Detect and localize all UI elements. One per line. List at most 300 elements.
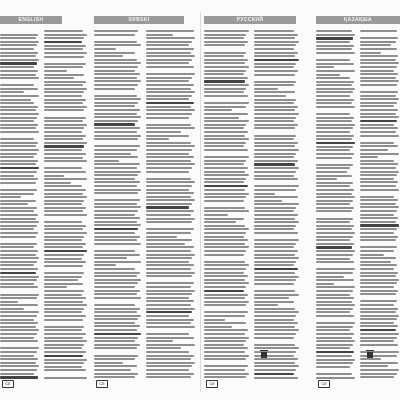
text-line xyxy=(94,376,135,378)
text-line xyxy=(204,308,244,310)
text-line xyxy=(204,272,244,274)
text-line xyxy=(146,257,192,259)
text-line xyxy=(204,102,249,104)
text-line xyxy=(316,326,353,328)
text-line xyxy=(204,30,249,32)
text-line xyxy=(316,127,353,129)
text-line xyxy=(204,218,244,220)
text-line xyxy=(146,275,192,277)
text-line xyxy=(146,34,173,36)
text-line xyxy=(146,250,191,252)
text-line xyxy=(94,30,138,32)
text-line xyxy=(316,91,353,93)
text-line xyxy=(254,74,295,76)
text-line xyxy=(0,344,36,346)
text-line xyxy=(360,77,396,79)
text-line xyxy=(146,88,191,90)
text-line xyxy=(316,52,355,54)
text-line xyxy=(0,120,34,122)
text-line xyxy=(254,297,289,299)
text-line xyxy=(360,124,394,126)
text-line xyxy=(254,88,278,90)
text-line xyxy=(0,221,39,223)
text-line xyxy=(204,225,245,227)
text-line xyxy=(44,56,84,58)
text-line xyxy=(0,95,39,97)
text-line xyxy=(94,48,116,50)
text-line xyxy=(146,239,192,241)
text-line xyxy=(316,153,354,155)
text-line xyxy=(0,214,38,216)
text-line xyxy=(254,283,294,285)
text-line xyxy=(316,311,350,313)
text-line xyxy=(360,322,394,324)
text-column xyxy=(44,30,88,382)
text-line xyxy=(254,120,294,122)
text-line xyxy=(204,239,248,241)
text-line xyxy=(94,34,135,36)
text-line xyxy=(44,160,87,162)
text-line xyxy=(204,153,245,155)
text-line xyxy=(0,246,34,248)
text-line xyxy=(204,228,249,230)
text-line xyxy=(254,319,294,321)
text-line xyxy=(94,333,141,335)
text-line xyxy=(44,283,83,285)
text-line xyxy=(316,355,352,357)
text-line xyxy=(204,333,245,335)
text-line xyxy=(254,311,299,313)
text-line xyxy=(254,34,298,36)
text-line xyxy=(44,340,87,342)
text-column xyxy=(316,30,356,382)
text-line xyxy=(316,239,350,241)
text-line xyxy=(146,315,189,317)
text-line xyxy=(254,268,298,270)
text-line xyxy=(94,254,140,256)
text-line xyxy=(254,99,296,101)
text-line xyxy=(146,282,194,284)
text-line xyxy=(316,117,354,119)
text-line xyxy=(316,283,334,285)
text-line xyxy=(44,377,87,379)
text-line xyxy=(94,66,138,68)
text-line xyxy=(360,254,384,256)
text-line xyxy=(316,203,350,205)
text-line xyxy=(0,145,36,147)
text-line xyxy=(360,120,397,122)
text-line xyxy=(204,268,246,270)
text-line xyxy=(44,167,82,169)
text-line xyxy=(0,171,37,173)
text-line xyxy=(44,63,86,65)
text-line xyxy=(254,127,295,129)
text-line xyxy=(204,373,249,375)
text-line xyxy=(146,106,191,108)
text-line xyxy=(0,135,37,137)
text-line xyxy=(360,340,394,342)
text-line xyxy=(254,149,299,151)
text-line xyxy=(204,84,249,86)
text-line xyxy=(146,308,195,310)
text-line xyxy=(360,185,396,187)
text-line xyxy=(316,322,355,324)
text-line xyxy=(44,347,82,349)
text-line xyxy=(0,358,38,360)
text-line xyxy=(146,153,189,155)
text-line xyxy=(360,105,394,107)
text-line xyxy=(94,250,135,252)
text-line xyxy=(94,311,137,313)
text-line xyxy=(316,164,353,166)
text-line xyxy=(94,340,135,342)
text-line xyxy=(44,175,64,177)
text-line xyxy=(254,210,294,212)
text-line xyxy=(254,308,295,310)
text-line xyxy=(316,48,352,50)
text-line xyxy=(146,84,194,86)
text-line xyxy=(204,282,249,284)
text-line xyxy=(316,272,353,274)
text-line xyxy=(254,294,299,296)
text-line xyxy=(44,37,84,39)
text-line xyxy=(44,66,83,68)
text-line xyxy=(146,326,195,328)
text-column xyxy=(0,30,40,382)
text-line xyxy=(0,196,21,198)
text-line xyxy=(44,45,86,47)
text-line xyxy=(316,254,353,256)
text-line xyxy=(360,236,398,238)
text-line xyxy=(94,325,140,327)
text-line xyxy=(204,340,246,342)
text-line xyxy=(0,142,38,144)
text-line xyxy=(254,377,298,379)
text-line xyxy=(0,55,36,57)
text-line xyxy=(94,84,138,86)
text-line xyxy=(44,337,83,339)
text-line xyxy=(360,138,397,140)
text-line xyxy=(254,66,294,68)
text-line xyxy=(360,34,394,36)
text-line xyxy=(254,102,294,104)
text-line xyxy=(0,74,36,76)
text-line xyxy=(146,142,191,144)
text-line xyxy=(316,228,352,230)
text-line xyxy=(44,91,84,93)
text-line xyxy=(254,326,295,328)
text-line xyxy=(94,181,140,183)
text-line xyxy=(146,41,192,43)
text-line xyxy=(316,258,350,260)
text-line xyxy=(94,156,138,158)
text-line xyxy=(204,210,249,212)
text-line xyxy=(44,311,82,313)
text-line xyxy=(146,254,195,256)
text-line xyxy=(254,30,294,32)
text-column xyxy=(254,30,300,382)
text-line xyxy=(0,373,34,375)
text-line xyxy=(94,355,138,357)
text-line xyxy=(44,149,82,151)
text-line xyxy=(0,376,38,378)
text-line xyxy=(146,232,191,234)
text-line xyxy=(204,337,249,339)
text-line xyxy=(254,95,286,97)
text-line xyxy=(204,358,246,360)
text-line xyxy=(204,52,246,54)
text-line xyxy=(44,200,84,202)
text-line xyxy=(316,304,355,306)
text-line xyxy=(360,98,399,100)
text-line xyxy=(254,246,294,248)
text-line xyxy=(360,84,397,86)
text-line xyxy=(94,318,138,320)
text-line xyxy=(316,160,355,162)
text-line xyxy=(0,167,39,169)
text-line xyxy=(94,282,138,284)
text-line xyxy=(316,175,352,177)
text-line xyxy=(316,265,352,267)
text-line xyxy=(0,153,37,155)
text-line xyxy=(146,145,195,147)
text-line xyxy=(44,127,84,129)
text-line xyxy=(146,246,194,248)
text-line xyxy=(0,30,34,32)
text-line xyxy=(146,279,189,281)
text-line xyxy=(254,55,295,57)
text-line xyxy=(204,290,244,292)
text-line xyxy=(94,102,138,104)
text-line xyxy=(146,44,189,46)
text-line xyxy=(360,206,399,208)
text-line xyxy=(254,207,296,209)
text-line xyxy=(316,308,353,310)
text-line xyxy=(0,254,36,256)
text-line xyxy=(146,344,195,346)
text-line xyxy=(316,102,352,104)
text-line xyxy=(360,95,396,97)
text-line xyxy=(146,62,189,64)
text-line xyxy=(204,319,225,321)
text-line xyxy=(146,80,189,82)
text-line xyxy=(204,55,244,57)
text-line xyxy=(0,149,39,151)
text-line xyxy=(0,203,28,205)
page-4-title: ҚАЗАҚША xyxy=(344,17,372,23)
text-line xyxy=(44,145,84,147)
text-line xyxy=(0,138,34,140)
text-line xyxy=(0,283,34,285)
text-line xyxy=(0,77,39,79)
text-line xyxy=(146,185,192,187)
text-line xyxy=(44,326,84,328)
text-line xyxy=(146,70,191,72)
text-line xyxy=(316,210,352,212)
text-line xyxy=(94,351,141,353)
text-line xyxy=(44,272,84,274)
text-line xyxy=(316,196,355,198)
text-line xyxy=(254,200,282,202)
text-line xyxy=(360,264,397,266)
text-line xyxy=(146,124,191,126)
text-line xyxy=(94,91,140,93)
text-line xyxy=(316,200,353,202)
text-line xyxy=(146,362,195,364)
text-line xyxy=(146,113,192,115)
text-line xyxy=(94,232,135,234)
text-line xyxy=(360,149,388,151)
text-line xyxy=(254,91,295,93)
text-line xyxy=(44,171,86,173)
text-line xyxy=(44,279,78,281)
text-line xyxy=(254,113,299,115)
text-line xyxy=(254,37,295,39)
text-line xyxy=(0,117,37,119)
text-line xyxy=(316,63,354,65)
text-line xyxy=(44,193,83,195)
text-line xyxy=(0,81,37,83)
text-line xyxy=(146,286,191,288)
text-line xyxy=(254,131,299,133)
text-line xyxy=(94,290,140,292)
text-line xyxy=(146,30,194,32)
text-line xyxy=(94,293,137,295)
text-line xyxy=(316,214,355,216)
text-line xyxy=(204,163,244,165)
text-line xyxy=(254,41,299,43)
text-line xyxy=(94,221,137,223)
text-line xyxy=(360,62,399,64)
text-line xyxy=(0,102,34,104)
text-line xyxy=(254,167,299,169)
text-line xyxy=(316,329,350,331)
text-line xyxy=(254,196,298,198)
text-line xyxy=(0,189,37,191)
text-line xyxy=(94,239,137,241)
text-line xyxy=(254,304,278,306)
text-line xyxy=(146,358,191,360)
text-line xyxy=(0,185,39,187)
text-line xyxy=(44,102,83,104)
text-line xyxy=(0,279,37,281)
text-line xyxy=(146,77,192,79)
text-line xyxy=(316,34,355,36)
text-line xyxy=(254,344,295,346)
text-line xyxy=(94,44,141,46)
text-line xyxy=(316,351,354,353)
text-line xyxy=(0,243,37,245)
text-line xyxy=(204,80,245,82)
text-line xyxy=(316,243,354,245)
text-line xyxy=(316,95,350,97)
text-line xyxy=(204,203,248,205)
text-line xyxy=(0,322,38,324)
text-line xyxy=(94,77,137,79)
text-line xyxy=(254,340,298,342)
text-line xyxy=(360,279,399,281)
text-line xyxy=(316,135,354,137)
text-line xyxy=(204,365,248,367)
text-line xyxy=(204,347,248,349)
text-line xyxy=(204,200,244,202)
text-line xyxy=(254,301,294,303)
text-line xyxy=(360,174,397,176)
text-line xyxy=(254,276,299,278)
text-line xyxy=(254,272,295,274)
text-line xyxy=(316,193,352,195)
text-line xyxy=(316,366,350,368)
text-line xyxy=(254,261,296,263)
text-line xyxy=(94,120,138,122)
text-line xyxy=(316,225,354,227)
text-line xyxy=(204,109,232,111)
text-line xyxy=(94,123,135,125)
text-line xyxy=(316,279,354,281)
text-line xyxy=(94,62,141,64)
text-line xyxy=(254,175,294,177)
text-line xyxy=(44,106,87,108)
text-line xyxy=(44,84,83,86)
text-line xyxy=(44,261,86,263)
text-line xyxy=(94,171,141,173)
text-line xyxy=(360,73,398,75)
text-line xyxy=(44,254,84,256)
text-line xyxy=(0,193,34,195)
text-line xyxy=(254,232,298,234)
text-line xyxy=(316,41,350,43)
text-line xyxy=(360,282,397,284)
text-line xyxy=(146,167,192,169)
text-line xyxy=(204,261,245,263)
text-line xyxy=(0,236,36,238)
text-line xyxy=(204,315,245,317)
text-line xyxy=(94,95,137,97)
text-line xyxy=(44,30,83,32)
text-line xyxy=(360,224,399,226)
text-line xyxy=(204,59,248,61)
text-line xyxy=(44,48,83,50)
text-line xyxy=(360,275,396,277)
text-line xyxy=(146,225,189,227)
text-line xyxy=(204,326,232,328)
text-line xyxy=(204,70,246,72)
text-line xyxy=(94,264,116,266)
text-line xyxy=(360,196,394,198)
text-line xyxy=(204,73,244,75)
text-line xyxy=(360,44,391,46)
text-line xyxy=(254,44,296,46)
text-line xyxy=(360,373,397,375)
text-line xyxy=(146,131,181,133)
text-line xyxy=(316,182,353,184)
text-line xyxy=(254,84,294,86)
text-line xyxy=(360,178,394,180)
text-line xyxy=(94,55,123,57)
text-line xyxy=(94,189,141,191)
text-line xyxy=(316,315,354,317)
text-line xyxy=(146,37,195,39)
text-line xyxy=(44,232,87,234)
text-line xyxy=(146,264,194,266)
text-line xyxy=(316,171,347,173)
text-line xyxy=(254,153,296,155)
text-line xyxy=(94,217,140,219)
text-line xyxy=(0,351,37,353)
text-line xyxy=(254,52,298,54)
text-line xyxy=(254,365,299,367)
text-line xyxy=(360,48,397,50)
